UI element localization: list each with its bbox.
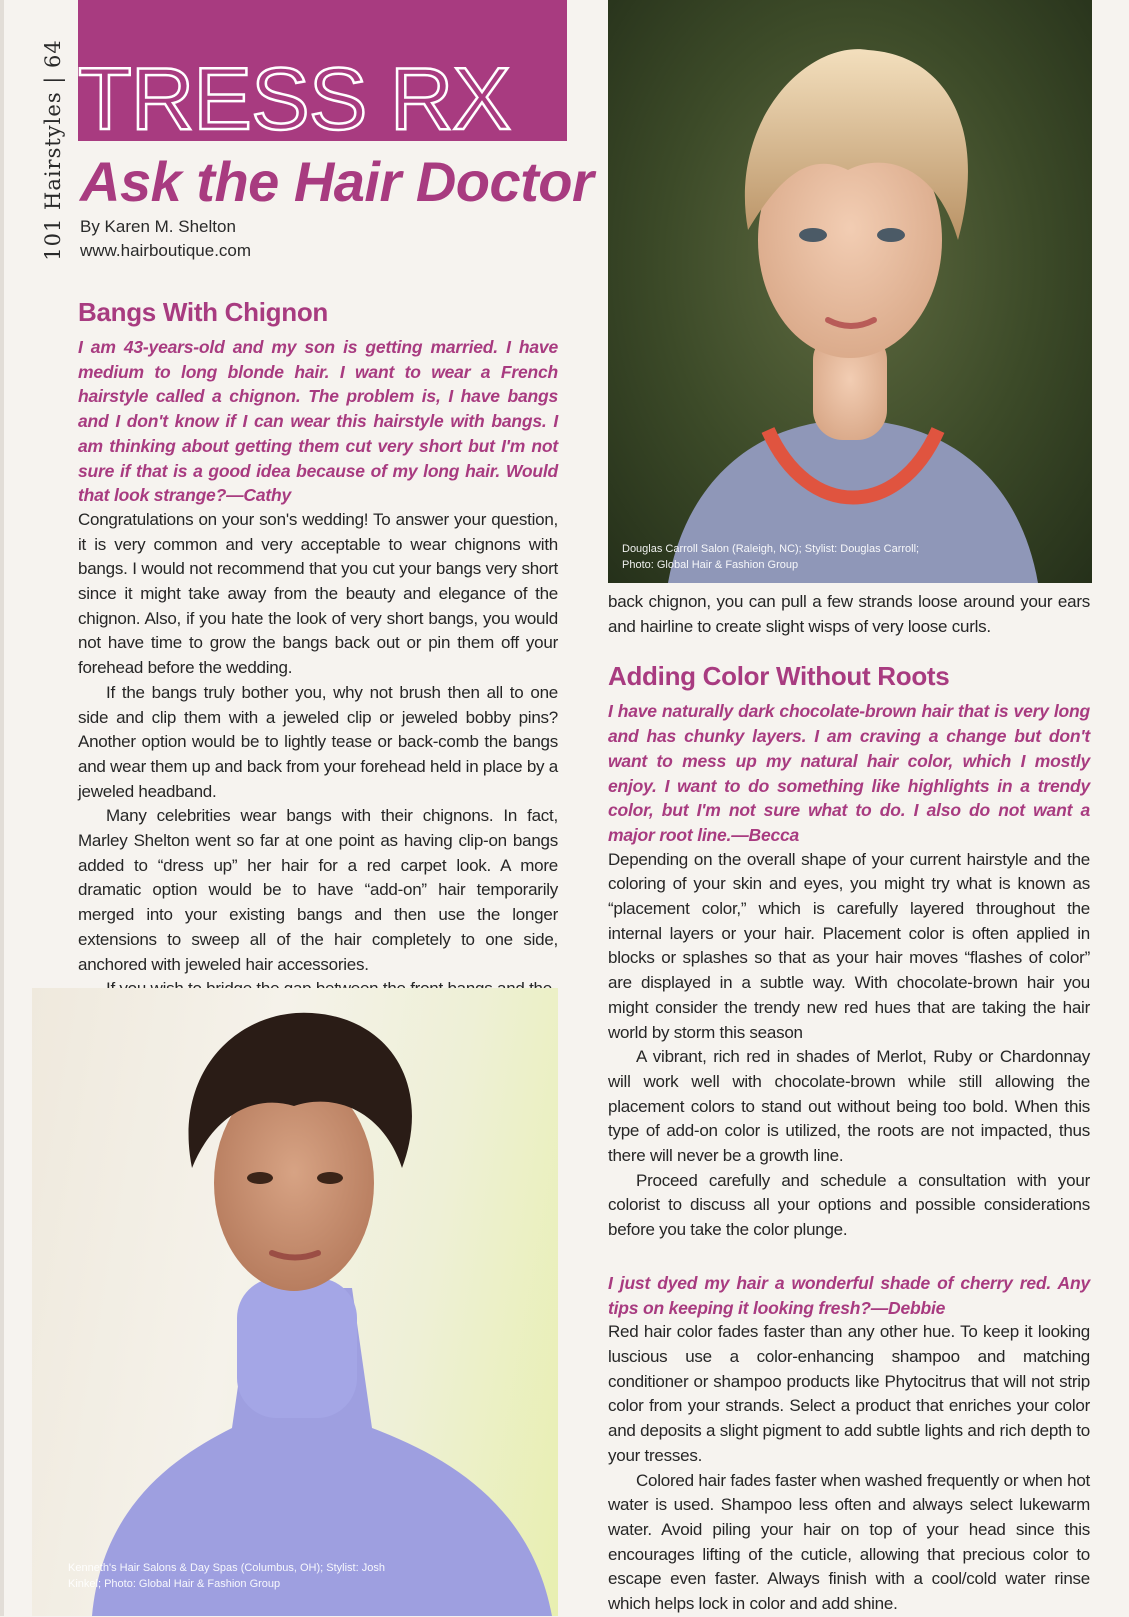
- answer-paragraph: A vibrant, rich red in shades of Merlot, Ruby or Chardonnay will work well with chocolate-brown while still allowing the placement colors to stand out without being too bold. When this type of add-on color is utilized, the roots are not impacted, thus there will never be a growth line.: [608, 1047, 1090, 1166]
- byline-website[interactable]: www.hairboutique.com: [80, 241, 252, 260]
- folio-text: 101 Hairstyles | 64: [41, 39, 65, 261]
- photo-credit-top: Douglas Carroll Salon (Raleigh, NC); Stylist: Douglas Carroll; Photo: Global Hair & Fashion Group: [622, 543, 920, 571]
- left-column: [78, 295, 558, 1002]
- answer-paragraph: Many celebrities wear bangs with their chignons. In fact, Marley Shelton went so far at one point as having clip-on bangs added to “dress up” her hair for a red carpet look. A more dramatic option would be to have “add-on” hair temporarily merged into your existing bangs and then use the longer extensions to sweep all of the hair completely to one side, anchored with jeweled hair accessories.: [78, 806, 558, 974]
- photo-credit-bottom: Kenneth's Hair Salons & Day Spas (Columbus, OH); Stylist: Josh Kinkel; Photo: Global Hair & Fashion Group: [68, 1562, 385, 1590]
- question-debbie: I just dyed my hair a wonderful shade of cherry red. Any tips on keeping it looking fresh?—Debbie: [608, 1272, 1090, 1318]
- left-eye: [799, 228, 827, 242]
- page-subtitle: Ask the Hair Doctor: [80, 150, 594, 213]
- answer-paragraph: Congratulations on your son's wedding! To answer your question, it is very common and very acceptable to wear chignons with bangs. I would not recommend that you cut your bangs very short since it might take away from the beauty and elegance of the chignon. Also, if you hate the look of very short bangs, you would not have time to grow the bangs back out or pin them off your forehead before the wedding.: [78, 509, 558, 678]
- answer-paragraph: Red hair color fades faster than any other hue. To keep it looking luscious use a color-enhancing shampoo and matching conditioner or shampoo products like Phytocitrus that will not strip color from your strands. Select a product that enriches your color and deposits a slight pigment to add subtle lights and rich depth to your tresses.: [608, 1322, 1090, 1465]
- section-heading-color: Adding Color Without Roots: [608, 661, 950, 692]
- portrait-illustration-top: [608, 0, 1092, 583]
- photo-curly-dark-hair: [32, 988, 558, 1616]
- turtleneck-collar: [237, 1278, 357, 1418]
- answer-paragraph: Colored hair fades faster when washed frequently or when hot water is used. Shampoo less often and always select lukewarm water. Avoid piling your hair on top of your head since this encourages lifting of the cuticle, allowing that precious color to escape even faster. Always finish with a cool/cold water rinse which helps lock in color and add shine.: [608, 1470, 1090, 1614]
- column-title: TRESS RX: [78, 49, 511, 148]
- side-folio: [36, 30, 70, 270]
- question-cathy: I am 43-years-old and my son is getting married. I have medium to long blonde hair. I want to wear a French hairstyle called a chignon. The problem is, I have bangs and I don't know if I can wear this hairstyle with bangs. I am thinking about getting them cut very short but I'm not sure if that is a good idea because of my long hair. Would that look strange?—Cathy: [78, 337, 558, 506]
- left-eye: [247, 1172, 273, 1184]
- byline: [80, 215, 251, 263]
- question-becca: I have naturally dark chocolate-brown hair that is very long and has chunky layers. I am craving a change but don't want to mess up my natural hair color, which I mostly enjoy. I want to do something like highlights in a trendy color, but I'm not sure what to do. I also do not want a major root line.—Becca: [608, 701, 1090, 845]
- answer-paragraph: Depending on the overall shape of your current hairstyle and the coloring of your skin and eyes, you might try what is known as “placement color,” which is carefully layered throughout the internal layers or your hair. Placement color is often applied in blocks or splashes so that as your hair moves “flashes of color” are displayed in a subtle way. With chocolate-brown hair you might consider the trendy new red hues that are taking the hair world by storm this season: [608, 849, 1090, 1042]
- section-heading-bangs: Bangs With Chignon: [78, 297, 328, 327]
- continued-paragraph: back chignon, you can pull a few strands loose around your ears and hairline to create slight wisps of very loose curls.: [608, 592, 1090, 636]
- right-column: [608, 590, 1090, 1617]
- right-eye: [317, 1172, 343, 1184]
- answer-paragraph: If the bangs truly bother you, why not brush then all to one side and clip them with a jeweled clip or jeweled bobby pins? Another option would be to lightly tease or back-comb the bangs and wear them up and back from your forehead held in place by a jeweled headband.: [78, 682, 558, 801]
- right-eye: [877, 228, 905, 242]
- binding-edge: [0, 0, 4, 1616]
- portrait-illustration-bottom: [32, 988, 558, 1616]
- byline-author: By Karen M. Shelton: [80, 217, 236, 236]
- photo-short-blonde-hair: [608, 0, 1092, 583]
- answer-paragraph: Proceed carefully and schedule a consultation with your colorist to discuss all your options and possible considerations before you take the color plunge.: [608, 1170, 1090, 1240]
